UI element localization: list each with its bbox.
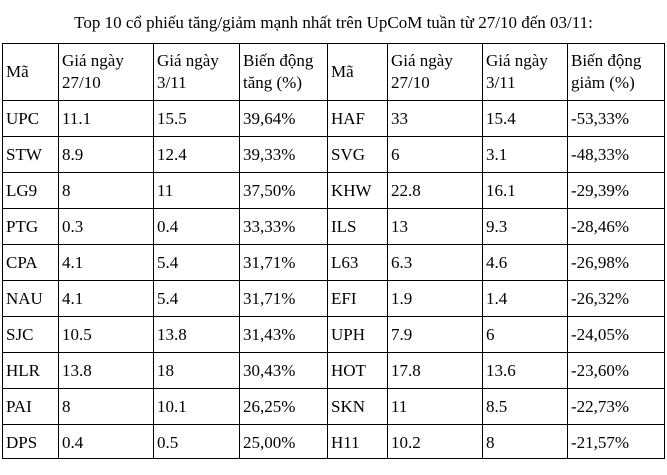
gainer-change-cell: 31,43% (240, 317, 328, 353)
loser-change-cell: -29,39% (568, 173, 665, 209)
loser-code-cell: SVG (328, 137, 388, 173)
loser-change-cell: -48,33% (568, 137, 665, 173)
loser-price-before-cell: 6 (388, 137, 483, 173)
loser-price-after-cell: 6 (483, 317, 568, 353)
header-code-up: Mã (3, 44, 59, 101)
table-row (3, 317, 665, 353)
gainer-code-cell: SJC (3, 317, 59, 353)
gainer-change-cell: 31,71% (240, 245, 328, 281)
header-code-down: Mã (328, 44, 388, 101)
table-header-row (3, 44, 665, 101)
gainer-code-cell: PTG (3, 209, 59, 245)
loser-price-before-cell: 11 (388, 389, 483, 425)
gainer-price-before-cell: 13.8 (59, 353, 154, 389)
loser-price-before-cell: 13 (388, 209, 483, 245)
table-row (3, 425, 665, 459)
loser-change-cell: -22,73% (568, 389, 665, 425)
loser-price-after-cell: 4.6 (483, 245, 568, 281)
gainer-price-before-cell: 4.1 (59, 245, 154, 281)
loser-change-cell: -21,57% (568, 425, 665, 459)
loser-code-cell: HOT (328, 353, 388, 389)
loser-change-cell: -23,60% (568, 353, 665, 389)
gainer-price-after-cell: 5.4 (154, 245, 240, 281)
loser-code-cell: L63 (328, 245, 388, 281)
loser-code-cell: ILS (328, 209, 388, 245)
loser-price-after-cell: 13.6 (483, 353, 568, 389)
loser-change-cell: -24,05% (568, 317, 665, 353)
loser-price-after-cell: 1.4 (483, 281, 568, 317)
loser-price-after-cell: 15.4 (483, 101, 568, 137)
loser-price-before-cell: 7.9 (388, 317, 483, 353)
gainer-change-cell: 37,50% (240, 173, 328, 209)
loser-price-after-cell: 9.3 (483, 209, 568, 245)
header-price-after-down: Giá ngày 3/11 (483, 44, 568, 101)
table-row (3, 173, 665, 209)
gainer-code-cell: LG9 (3, 173, 59, 209)
gainer-price-after-cell: 0.4 (154, 209, 240, 245)
gainer-change-cell: 31,71% (240, 281, 328, 317)
header-change-down: Biến động giảm (%) (568, 44, 665, 101)
gainer-price-after-cell: 11 (154, 173, 240, 209)
header-change-up: Biến động tăng (%) (240, 44, 328, 101)
gainer-price-before-cell: 0.3 (59, 209, 154, 245)
loser-price-after-cell: 3.1 (483, 137, 568, 173)
loser-price-after-cell: 16.1 (483, 173, 568, 209)
gainer-price-before-cell: 8 (59, 389, 154, 425)
gainer-change-cell: 39,33% (240, 137, 328, 173)
gainer-price-before-cell: 8 (59, 173, 154, 209)
loser-price-before-cell: 10.2 (388, 425, 483, 459)
gainer-price-before-cell: 8.9 (59, 137, 154, 173)
loser-price-before-cell: 1.9 (388, 281, 483, 317)
gainer-price-after-cell: 5.4 (154, 281, 240, 317)
gainer-price-after-cell: 18 (154, 353, 240, 389)
loser-price-before-cell: 6.3 (388, 245, 483, 281)
gainer-price-after-cell: 0.5 (154, 425, 240, 459)
loser-code-cell: HAF (328, 101, 388, 137)
table-row (3, 353, 665, 389)
header-price-before-down: Giá ngày 27/10 (388, 44, 483, 101)
gainer-code-cell: UPC (3, 101, 59, 137)
loser-price-before-cell: 17.8 (388, 353, 483, 389)
gainer-price-after-cell: 12.4 (154, 137, 240, 173)
gainer-code-cell: CPA (3, 245, 59, 281)
table-row (3, 101, 665, 137)
loser-price-before-cell: 22.8 (388, 173, 483, 209)
gainer-price-before-cell: 11.1 (59, 101, 154, 137)
loser-code-cell: UPH (328, 317, 388, 353)
gainer-price-after-cell: 15.5 (154, 101, 240, 137)
gainer-price-after-cell: 10.1 (154, 389, 240, 425)
gainer-price-before-cell: 10.5 (59, 317, 154, 353)
gainer-code-cell: HLR (3, 353, 59, 389)
loser-price-before-cell: 33 (388, 101, 483, 137)
gainer-code-cell: STW (3, 137, 59, 173)
header-price-before-up: Giá ngày 27/10 (59, 44, 154, 101)
loser-change-cell: -53,33% (568, 101, 665, 137)
gainer-change-cell: 30,43% (240, 353, 328, 389)
table-row (3, 209, 665, 245)
gainer-price-before-cell: 4.1 (59, 281, 154, 317)
loser-price-after-cell: 8 (483, 425, 568, 459)
loser-code-cell: SKN (328, 389, 388, 425)
loser-code-cell: H11 (328, 425, 388, 459)
gainer-change-cell: 26,25% (240, 389, 328, 425)
table-row (3, 281, 665, 317)
table-row (3, 137, 665, 173)
gainer-change-cell: 25,00% (240, 425, 328, 459)
loser-change-cell: -28,46% (568, 209, 665, 245)
gainer-change-cell: 39,64% (240, 101, 328, 137)
gainer-price-before-cell: 0.4 (59, 425, 154, 459)
loser-code-cell: KHW (328, 173, 388, 209)
gainer-change-cell: 33,33% (240, 209, 328, 245)
table-row (3, 389, 665, 425)
document-title: Top 10 cổ phiếu tăng/giảm mạnh nhất trên UpCoM tuần từ 27/10 đến 03/11: (74, 13, 593, 32)
loser-code-cell: EFI (328, 281, 388, 317)
gainer-code-cell: NAU (3, 281, 59, 317)
header-price-after-up: Giá ngày 3/11 (154, 44, 240, 101)
stock-table (2, 43, 665, 459)
gainer-code-cell: DPS (3, 425, 59, 459)
gainer-price-after-cell: 13.8 (154, 317, 240, 353)
table-row (3, 245, 665, 281)
gainer-code-cell: PAI (3, 389, 59, 425)
loser-price-after-cell: 8.5 (483, 389, 568, 425)
loser-change-cell: -26,98% (568, 245, 665, 281)
loser-change-cell: -26,32% (568, 281, 665, 317)
